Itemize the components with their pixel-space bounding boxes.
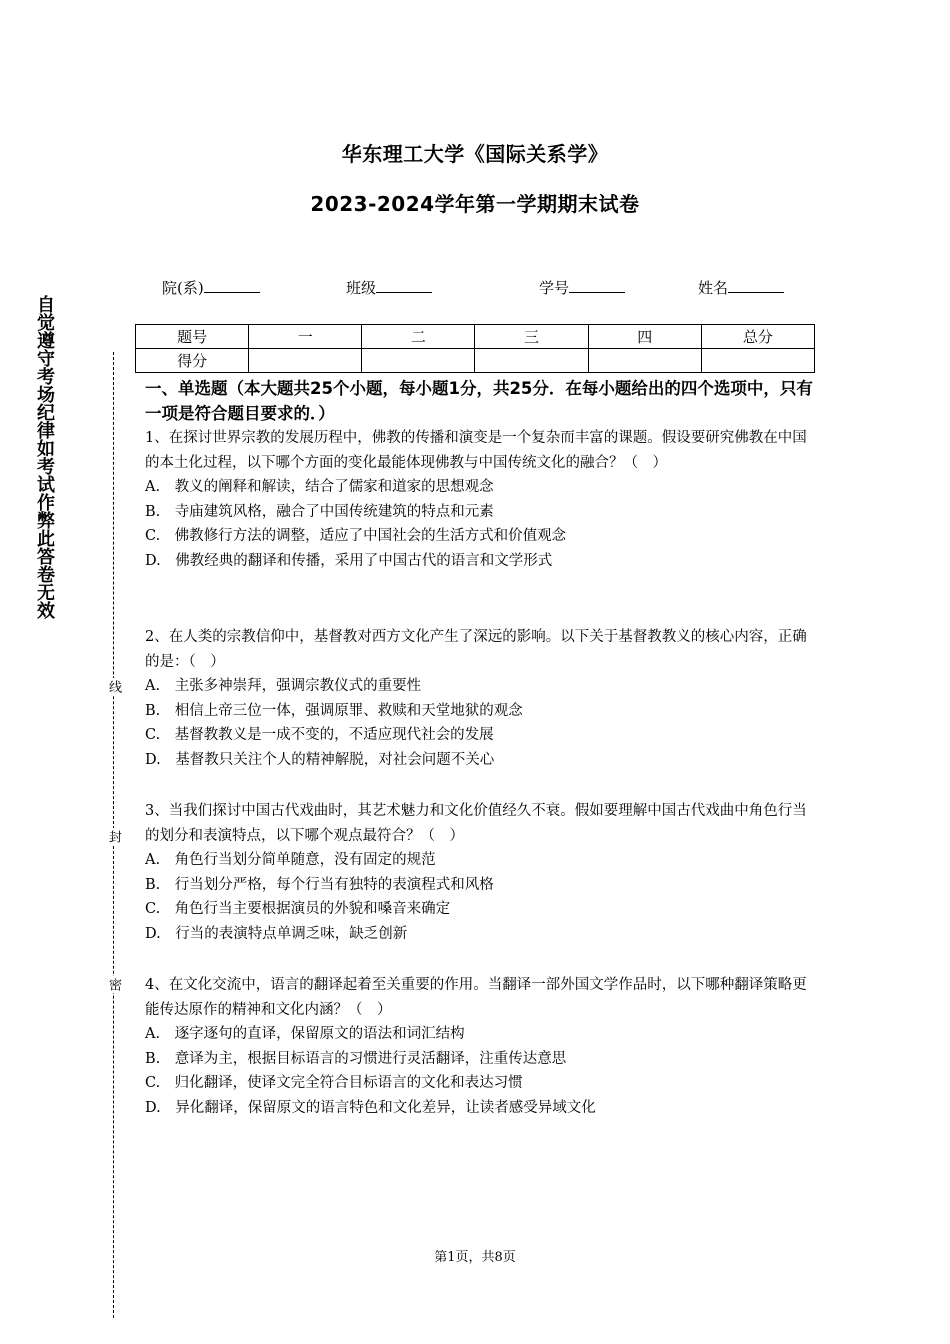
option-a: A. 教义的阐释和解读，结合了儒家和道家的思想观念 bbox=[145, 479, 494, 495]
score-entry-cell[interactable] bbox=[701, 349, 814, 373]
score-entry-cell[interactable] bbox=[249, 349, 362, 373]
exam-rules-notice: 自觉遵守考场纪律如考试作弊此答卷无效 bbox=[34, 295, 55, 619]
exam-subtitle: 2023-2024学年第一学期期末试卷 bbox=[310, 192, 640, 216]
question-2 bbox=[145, 625, 815, 772]
question-1 bbox=[145, 426, 815, 573]
question-stem: 2、在人类的宗教信仰中，基督教对西方文化产生了深远的影响。以下关于基督教教义的核心内容，正确的是：（ ） bbox=[145, 629, 807, 670]
score-table-cell: 题号 bbox=[136, 325, 249, 349]
option-c: C. 角色行当主要根据演员的外貌和嗓音来确定 bbox=[145, 901, 451, 917]
department-blank[interactable] bbox=[204, 278, 260, 293]
score-table-cell: 一 bbox=[249, 325, 362, 349]
score-table-cell: 四 bbox=[588, 325, 701, 349]
binding-mark-secret: 密 bbox=[106, 978, 121, 991]
department-field bbox=[162, 277, 260, 298]
score-table-score-row bbox=[136, 349, 815, 373]
option-d: D. 基督教只关注个人的精神解脱，对社会问题不关心 bbox=[145, 751, 495, 768]
question-stem: 3、当我们探讨中国古代戏曲时，其艺术魅力和文化价值经久不衰。假如要理解中国古代戏曲中角色行当的划分和表演特点，以下哪个观点最符合？（ ） bbox=[145, 803, 807, 844]
score-entry-cell[interactable] bbox=[362, 349, 475, 373]
option-d: D. 异化翻译，保留原文的语言特色和文化差异，让读者感受异域文化 bbox=[145, 1099, 596, 1116]
option-d: D. 佛教经典的翻译和传播，采用了中国古代的语言和文学形式 bbox=[145, 552, 553, 569]
option-a: A. 角色行当划分简单随意，没有固定的规范 bbox=[145, 852, 436, 868]
student-id-label: 学号 bbox=[539, 279, 570, 297]
score-table bbox=[135, 324, 815, 373]
page-number: 第1页，共8页 bbox=[434, 1250, 516, 1265]
student-id-blank[interactable] bbox=[569, 278, 625, 293]
name-label: 姓名 bbox=[698, 279, 729, 297]
section-heading: 一、单选题（本大题共25个小题，每小题1分，共25分．在每小题给出的四个选项中，只有一项是符合题目要求的．） bbox=[145, 379, 813, 423]
score-table-header-row bbox=[136, 325, 815, 349]
option-a: A. 主张多神崇拜，强调宗教仪式的重要性 bbox=[145, 678, 422, 694]
class-blank[interactable] bbox=[376, 278, 432, 293]
question-3 bbox=[145, 799, 815, 946]
question-stem: 4、在文化交流中，语言的翻译起着至关重要的作用。当翻译一部外国文学作品时，以下哪种翻译策略更能传达原作的精神和文化内涵？（ ） bbox=[145, 977, 807, 1018]
score-entry-cell[interactable] bbox=[588, 349, 701, 373]
option-b: B. 相信上帝三位一体，强调原罪、救赎和天堂地狱的观念 bbox=[145, 702, 523, 719]
question-4 bbox=[145, 973, 815, 1120]
name-field bbox=[698, 277, 784, 298]
score-table-cell: 三 bbox=[475, 325, 588, 349]
option-b: B. 寺庙建筑风格，融合了中国传统建筑的特点和元素 bbox=[145, 503, 494, 520]
question-stem: 1、在探讨世界宗教的发展历程中，佛教的传播和演变是一个复杂而丰富的课题。假设要研究佛教在中国的本土化过程，以下哪个方面的变化最能体现佛教与中国传统文化的融合？（ ） bbox=[145, 430, 807, 471]
option-d: D. 行当的表演特点单调乏味，缺乏创新 bbox=[145, 925, 408, 942]
option-c: C. 归化翻译，使译文完全符合目标语言的文化和表达习惯 bbox=[145, 1075, 523, 1091]
exam-title: 华东理工大学《国际关系学》 bbox=[341, 142, 609, 166]
score-row-label: 得分 bbox=[136, 349, 249, 373]
binding-mark-seal: 封 bbox=[106, 830, 121, 843]
class-field bbox=[346, 277, 432, 298]
option-c: C. 佛教修行方法的调整，适应了中国社会的生活方式和价值观念 bbox=[145, 528, 567, 544]
binding-mark-line: 线 bbox=[106, 680, 121, 693]
score-entry-cell[interactable] bbox=[475, 349, 588, 373]
name-blank[interactable] bbox=[728, 278, 784, 293]
score-table-cell: 二 bbox=[362, 325, 475, 349]
option-b: B. 意译为主，根据目标语言的习惯进行灵活翻译，注重传达意思 bbox=[145, 1050, 567, 1067]
score-table-cell: 总分 bbox=[701, 325, 814, 349]
department-label: 院(系) bbox=[162, 279, 204, 297]
student-id-field bbox=[539, 277, 625, 298]
option-b: B. 行当划分严格，每个行当有独特的表演程式和风格 bbox=[145, 876, 494, 893]
option-c: C. 基督教教义是一成不变的，不适应现代社会的发展 bbox=[145, 727, 494, 743]
option-a: A. 逐字逐句的直译，保留原文的语法和词汇结构 bbox=[145, 1026, 465, 1042]
class-label: 班级 bbox=[346, 279, 377, 297]
